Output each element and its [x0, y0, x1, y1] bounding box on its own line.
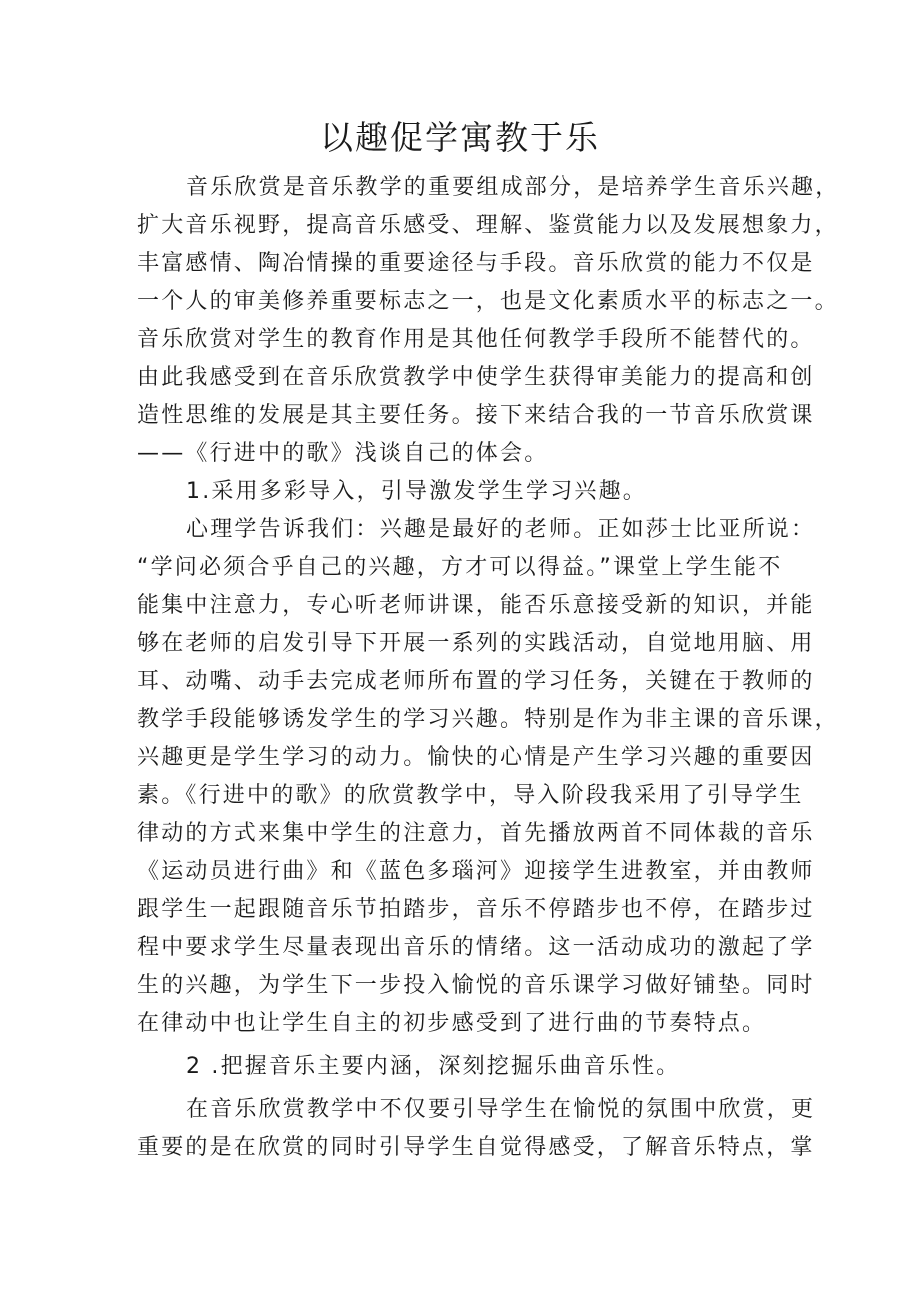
text-line: “学问必须合乎自己的兴趣，方才可以得益。”课堂上学生能不 — [137, 555, 783, 580]
text-line: 由此我感受到在音乐欣赏教学中使学生获得审美能力的提高和创 — [137, 365, 815, 390]
text-line: 重要的是在欣赏的同时引导学生自觉得感受，了解音乐特点，掌 — [137, 1135, 815, 1160]
text-line: 音乐欣赏对学生的教育作用是其他任何教学手段所不能替代的。 — [137, 327, 815, 352]
text-line: 律动的方式来集中学生的注意力，首先播放两首不同体裁的音乐 — [137, 821, 815, 846]
text-line: 教学手段能够诱发学生的学习兴趣。特别是作为非主课的音乐课， — [137, 707, 839, 732]
text-line: 音乐欣赏是音乐教学的重要组成部分，是培养学生音乐兴趣， — [186, 175, 840, 200]
text-line: 程中要求学生尽量表现出音乐的情绪。这一活动成功的激起了学 — [137, 935, 815, 960]
section-heading-1: 1.采用多彩导入，引导激发学生学习兴趣。 — [186, 479, 647, 504]
text-line: 在音乐欣赏教学中不仅要引导学生在愉悦的氛围中欣赏，更 — [186, 1097, 816, 1122]
text-line: 一个人的审美修养重要标志之一，也是文化素质水平的标志之一。 — [137, 289, 839, 314]
text-line: 造性思维的发展是其主要任务。接下来结合我的一节音乐欣赏课 — [137, 403, 815, 428]
text-line: 能集中注意力，专心听老师讲课，能否乐意接受新的知识，并能 — [137, 593, 815, 618]
text-line: 够在老师的启发引导下开展一系列的实践活动，自觉地用脑、用 — [137, 631, 815, 656]
text-line: 生的兴趣，为学生下一步投入愉悦的音乐课学习做好铺垫。同时 — [137, 973, 815, 998]
text-line: 心理学告诉我们：兴趣是最好的老师。正如莎士比亚所说： — [186, 517, 816, 542]
text-line: ——《行进中的歌》浅谈自己的体会。 — [137, 441, 549, 466]
text-line: 兴趣更是学生学习的动力。愉快的心情是产生学习兴趣的重要因 — [137, 745, 815, 770]
document-title: 以趣促学寓教于乐 — [320, 118, 600, 157]
text-line: 耳、动嘴、动手去完成老师所布置的学习任务，关键在于教师的 — [137, 669, 815, 694]
text-line: 《运动员进行曲》和《蓝色多瑙河》迎接学生进教室，并由教师 — [137, 859, 815, 884]
text-line: 扩大音乐视野，提高音乐感受、理解、鉴赏能力以及发展想象力， — [137, 213, 839, 238]
text-line: 素。《行进中的歌》的欣赏教学中，导入阶段我采用了引导学生 — [137, 783, 804, 808]
text-line: 在律动中也让学生自主的初步感受到了进行曲的节奏特点。 — [137, 1011, 767, 1036]
section-heading-2: 2 .把握音乐主要内涵，深刻挖掘乐曲音乐性。 — [186, 1054, 681, 1079]
text-line: 跟学生一起跟随音乐节拍踏步，音乐不停踏步也不停，在踏步过 — [137, 897, 815, 922]
text-line: 丰富感情、陶冶情操的重要途径与手段。音乐欣赏的能力不仅是 — [137, 251, 815, 276]
